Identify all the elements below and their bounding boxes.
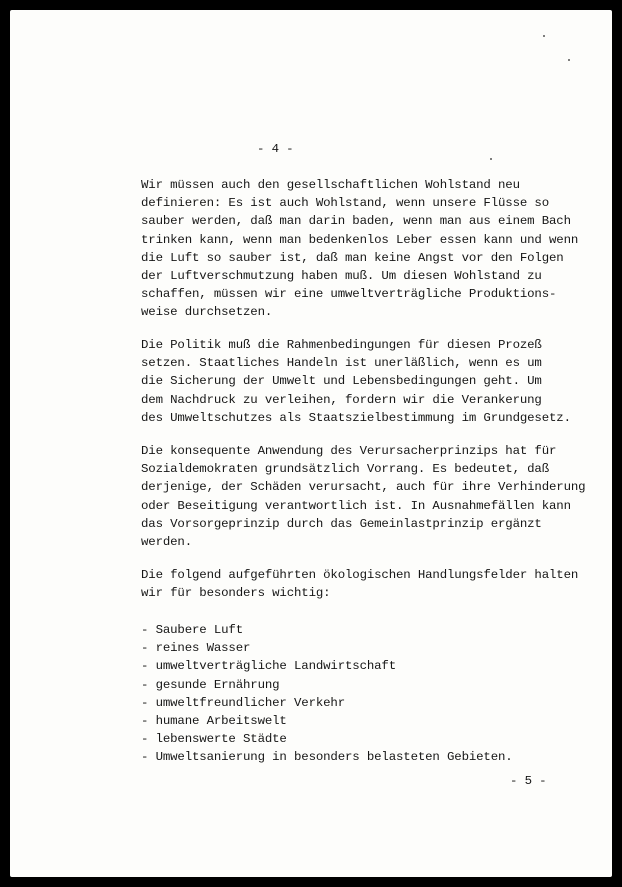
text-line: des Umweltschutzes als Staatszielbestimmung im Grundgesetz.: [141, 410, 571, 425]
text-line: oder Beseitigung verantwortlich ist. In Ausnahmefällen kann: [141, 498, 571, 513]
list-item: - gesunde Ernährung: [141, 677, 280, 692]
text-line: das Vorsorgeprinzip durch das Gemeinlastprinzip ergänzt: [141, 516, 542, 531]
paragraph-politik: [141, 336, 581, 427]
text-line: weise durchsetzen.: [141, 305, 273, 320]
text-line: Wir müssen auch den gesellschaftlichen Wohlstand neu: [141, 178, 520, 192]
document-page: [10, 10, 612, 877]
scan-speck: [543, 35, 545, 37]
list-item: - umweltverträgliche Landwirtschaft: [141, 659, 396, 674]
text-line: die Luft so sauber ist, daß man keine Angst vor den Folgen: [141, 250, 564, 265]
list-item: - Saubere Luft: [141, 623, 243, 637]
text-line: werden.: [141, 535, 192, 550]
text-line: definieren: Es ist auch Wohlstand, wenn unsere Flüsse so: [141, 196, 549, 211]
text-line: Sozialdemokraten grundsätzlich Vorrang. Es bedeutet, daß: [141, 462, 549, 477]
text-line: der Luftverschmutzung haben muß. Um diesen Wohlstand zu: [141, 269, 542, 284]
text-line: dem Nachdruck zu verleihen, fordern wir die Verankerung: [141, 392, 542, 407]
text-line: sauber werden, daß man darin baden, wenn man aus einem Bach: [141, 214, 571, 229]
page-number: - 4 -: [257, 142, 294, 156]
paragraph-wohlstand: [141, 176, 581, 322]
text-line: Die Politik muß die Rahmenbedingungen für diesen Prozeß: [141, 338, 542, 352]
text-line: derjenige, der Schäden verursacht, auch für ihre Verhinderung: [141, 480, 586, 495]
list-item: - reines Wasser: [141, 641, 251, 656]
list-item: - lebenswerte Städte: [141, 732, 287, 747]
list-item: - umweltfreundlicher Verkehr: [141, 695, 345, 710]
list-item: - Umweltsanierung in besonders belasteten Gebieten.: [141, 750, 513, 765]
text-line: Die konsequente Anwendung des Verursacherprinzips hat für: [141, 444, 557, 458]
action-fields-list: [141, 621, 513, 767]
scan-speck: [490, 158, 492, 160]
text-line: setzen. Staatliches Handeln ist unerläßlich, wenn es um: [141, 356, 542, 371]
text-line: Die folgend aufgeführten ökologischen Handlungsfelder halten: [141, 568, 579, 582]
text-line: schaffen, müssen wir eine umweltverträgliche Produktions-: [141, 287, 557, 302]
text-line: wir für besonders wichtig:: [141, 586, 331, 601]
scan-speck: [568, 59, 570, 61]
text-line: trinken kann, wenn man bedenkenlos Leber essen kann und wenn: [141, 232, 579, 247]
next-page-marker: - 5 -: [510, 774, 547, 788]
text-line: die Sicherung der Umwelt und Lebensbedingungen geht. Um: [141, 374, 542, 389]
paragraph-verursacherprinzip: [141, 442, 586, 551]
paragraph-handlungsfelder-intro: [141, 566, 581, 602]
list-item: - humane Arbeitswelt: [141, 714, 287, 729]
